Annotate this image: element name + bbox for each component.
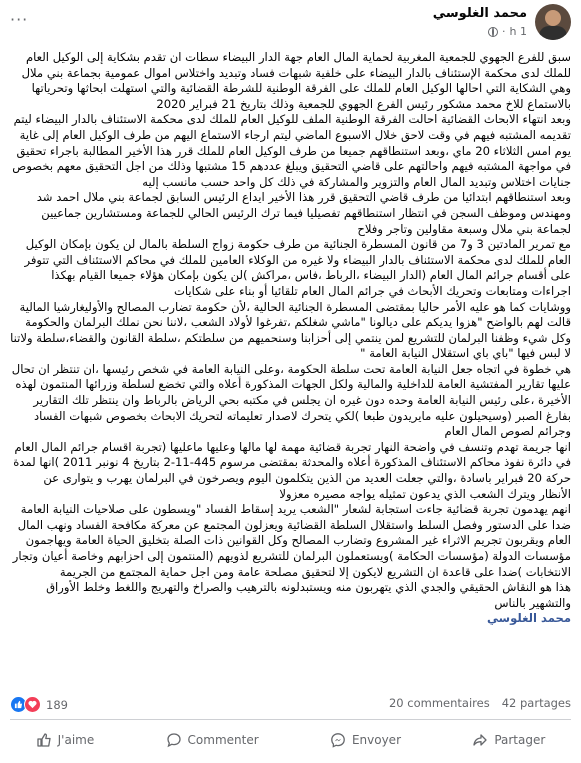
post-paragraph-3: وبعد انتهاء الابحاث القضائية احالت الفرقة الوطنية الملف للوكيل العام للملك لدى محكمة الاستئناف بالدار البيضاء ليتم تقديمه المشتبه فيهم في وقت لاحق خلال الاسبوع الماضي ليتم ارجاء الاستماع اليهم من طرف الوكيل العام إلى غاية يوم امس الثلاثاء 20 ماي ،وبعد استنطاقهم جميعا من طرف الوكيل العام للملك قرر هذا الأخير المطالبة باجراء تحقيق في مواجهة المشتبه فيهم واحالتهم على قاضي التحقيق ويبلغ عددهم 15 مشتبها وذلك من اجل التحقيق معهم بخصوص جنايات اختلاس وتبديد المال العام والتزوير والمشاركة في ذلك كل واحد حسب مانسب إليه <box>12 112 571 189</box>
share-label: Partager <box>494 733 546 747</box>
post-actions <box>0 722 581 758</box>
like-label: J'aime <box>57 733 95 747</box>
post-paragraph-10: هذا هو النقاش الحقيقي والجدي الذي يتهربون منه ويستبدلونه بالترهيب والصراخ والتهريج واللغط وخلط الأوراق والتشهير بالناس <box>46 580 571 610</box>
comment-button[interactable] <box>154 726 271 754</box>
post-body <box>10 50 571 690</box>
engagement-counts <box>389 696 571 710</box>
thumbs-up-icon <box>36 732 52 748</box>
more-options-icon[interactable]: ··· <box>10 10 29 29</box>
post-meta: 1 h · <box>488 25 527 38</box>
comment-icon <box>166 732 182 748</box>
heart-reaction-icon <box>24 696 41 713</box>
share-arrow-icon <box>472 732 488 748</box>
post-paragraph-5: مع تمرير المادتين 3 و7 من قانون المسطرة الجنائية من طرف حكومة زواج السلطة بالمال لن يكون بإمكان الوكيل العام للملك لدى محكمة الاستئناف بالدار البيضاء ولا غيره من الوكلاء العامين للملك في محاكم الاستئناف التي تتوفر على أقسام جرائم المال العام (الدار البيضاء ،الرباط ،فاس ،مراكش )لن يكون بإمكان هؤلاء جميعا القيام بهكذا اجراءات ومتابعات وتحريك الأبحاث في جرائم المال العام تلقائيا أو بناء على شكايات <box>24 237 571 298</box>
send-label: Envoyer <box>351 733 402 747</box>
avatar[interactable] <box>535 4 571 40</box>
post-time[interactable]: 1 h <box>509 25 527 38</box>
like-button[interactable] <box>24 726 107 754</box>
send-button[interactable] <box>318 726 413 754</box>
post-paragraph-7: هي خطوة في اتجاه جعل النيابة العامة تحت سلطة الحكومة ،وعلى النيابة العامة في شخص رئيسها ،ان تنتظر ان تحال عليها تقارير المفتشية العامة للداخلية والمالية ولكل الجهات المذكورة أعلاه والتي تخضع لسلطة وزرائها المنتمون لهذه الأخيرة ،على رئيس النيابة العامة وحده دون غيره ان يجلس في مكتبه بحي الرياض بالرباط وان ينتظر تلك التقارير بفارغ الصبر (وسيحيلون عليه مايريدون طبعا )لكي يتحرك لاصدار تعليماته لتحريك الابحاث بخصوص شبهات الفساد وجرائم لصوص المال العام <box>11 361 571 439</box>
share-button[interactable] <box>460 726 557 754</box>
post-paragraph-2: وهي الشكاية التي احالها الوكيل العام للملك على الفرقة الوطنية للشرطة القضائية والتي استهلت ابحاثها وتحرياتها بالاستماع للاخ محمد مشكور رئيس الفرع الجهوي للجمعية وذلك بتاريخ 21 فبراير 2020 <box>31 81 571 111</box>
reactions-count[interactable]: 189 <box>46 697 68 712</box>
comment-label: Commenter <box>187 733 259 747</box>
post-paragraph-1: سبق للفرع الجهوي للجمعية المغربية لحماية المال العام جهة الدار البيضاء سطات ان تقدم بشكاية إلى الوكيل العام للملك لدى محكمة الإستئناف بالدار البيضاء على خلفية شبهات فساد وتبديد واختلاس اموال عمومية بجماعة بني ملال <box>21 50 571 80</box>
post-signature[interactable]: محمد الغلوسي <box>486 611 571 626</box>
comments-count[interactable]: 20 commentaires <box>388 696 490 710</box>
globe-icon <box>488 27 498 37</box>
post-paragraph-6: ووشايات كما هو عليه الأمر حاليا بمقتضى المسطرة الجنائية الحالية ،لأن حكومة تضارب المصالح والأوليغارشيا المالية قالت لهم بالواضح "هزوا يديكم على ديالونا "ماشي شغلكم ،تفرغوا لأولاد الشعب ،لاننا نحن نملك البرلمان والحكومة وكل شيء وظفنا البرلمان للتشريع لمن ينتمي إلى أحزابنا وسنحميهم من سلطتكم ،سلطة القانون والقضاء،سلطة ولاتنا لا لبس فيها "باي باي استقلال النيابة العامة " <box>10 299 571 361</box>
avatar-body-shape <box>539 26 567 40</box>
post-paragraph-9: انهم يهدمون تجربة قضائية جاءت استجابة لشعار "الشعب يريد إسقاط الفساد "ويسطون على صلاحيات النيابة العامة ضدا على الدستور وفصل السلط واستقلال السلطة القضائية ويعزلون المجتمع عن معركة مكافحة الفساد ونهب المال العام ويقربون تجريم الاثراء غير المشروع وتضارب المصالح وكل القوانين ذات الصلة بتخليق الحياة العامة ويهاجمون مؤسسات الدولة (مؤسسات الحكامة )ويستعملون البرلمان للتشريع لذويهم (المنتمون إلى احزابهم وخاصة أعيان وتجار الانتخابات )ضدا على قاعدة ان التشريع لايكون إلا لتحقيق مصلحة عامة ومن اجل حماية المجتمع من الجريمة <box>12 502 571 579</box>
author-name[interactable]: محمد الغلوسي <box>432 6 527 21</box>
post-paragraph-8: انها جريمة تهدم وتنسف في واضحة النهار تجربة قضائية مهمة لها مالها وعليها ماعليها (تجربة اقسام جرائم المال العام في دائرة نفوذ محاكم الاستئناف المذكورة أعلاه والمحدثة بمقتضى مرسوم 445-11-2 بتاريخ 4 نونبر 2011 )انها لمدة حركة 20 فبراير باسادة ،والتي جعلت العديد من الذين يتكلمون اليوم ويصرخون في البرلمان يهرب و يتوارى عن الأنظار ويترك الشعب الذي يدعون تمثيله يواجه مصيره معزولا <box>13 439 571 501</box>
post-stats <box>10 694 571 714</box>
post-paragraph-4: وبعد استنطاقهم ابتدائيا من طرف قاضي التحقيق قرر هذا الأخير ايداع الرئيس السابق لجماعة بني ملال احمد شد ومهندس وموظف السجن في انتظار استنطاقهم تفصيليا فيما ترك الرئيس الحالي للجماعة ومستشارين جماعيين لجماعة بني ملال وسبعة مقاولين وتاجر وفلاح <box>36 190 571 236</box>
shares-count[interactable]: 42 partages <box>501 696 571 710</box>
reactions-summary[interactable] <box>10 696 68 713</box>
messenger-icon <box>330 732 346 748</box>
avatar-head-shape <box>545 10 561 26</box>
post-header <box>0 0 581 46</box>
actions-divider <box>10 719 571 720</box>
